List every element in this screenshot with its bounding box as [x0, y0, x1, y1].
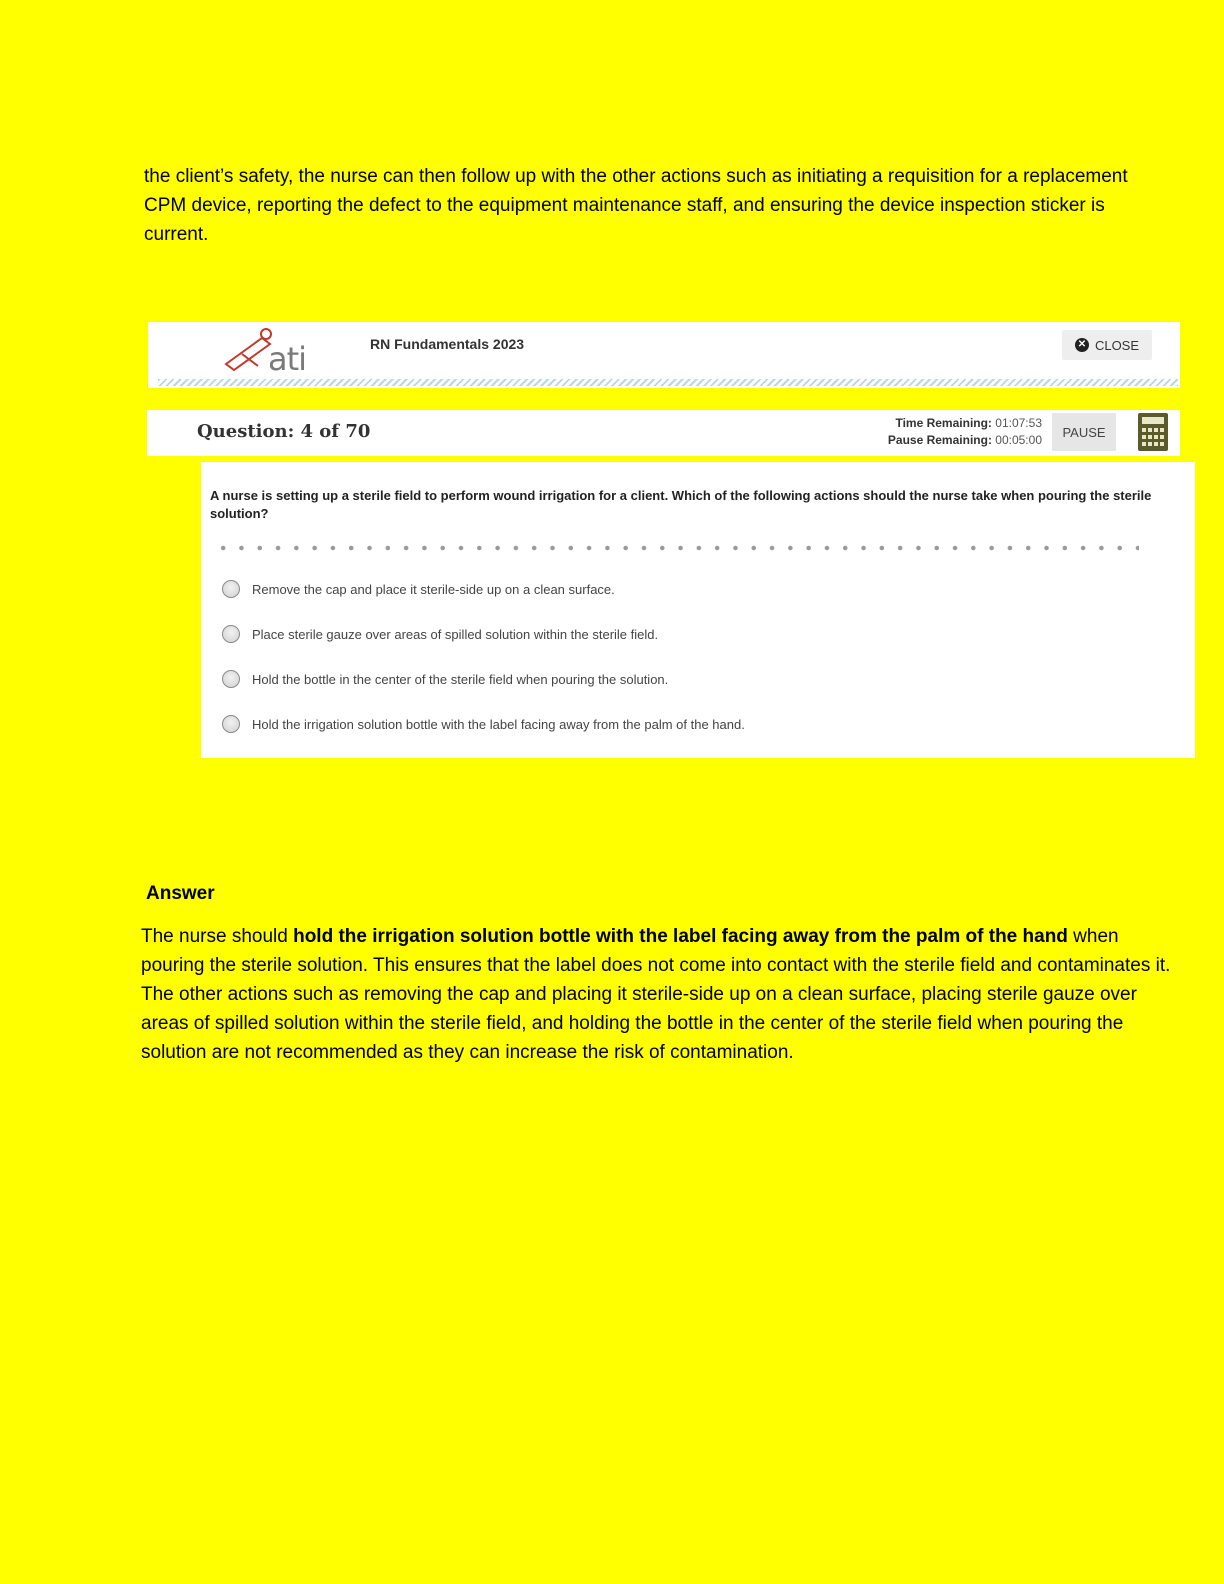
answer-heading: Answer: [146, 883, 215, 904]
pause-remaining-value: 00:05:00: [995, 433, 1042, 447]
dotted-separator: [214, 544, 1139, 552]
close-label: CLOSE: [1094, 337, 1140, 353]
pause-remaining-label: Pause Remaining:: [887, 433, 992, 447]
option-label: Place sterile gauze over areas of spilled solution within the sterile field.: [252, 626, 659, 642]
answer-option-3[interactable]: [222, 667, 668, 691]
question-counter: Question: 4 of 70: [197, 421, 371, 442]
app-title: RN Fundamentals 2023: [370, 336, 525, 352]
answer-lead: The nurse should: [141, 926, 294, 947]
timers: [888, 415, 1042, 449]
header-divider: [158, 379, 1178, 386]
radio-button-icon[interactable]: [222, 580, 240, 598]
answer-paragraph: [141, 922, 1176, 1067]
logo-text: ati: [268, 340, 307, 378]
intro-paragraph: the client’s safety, the nurse can then follow up with the other actions such as initiating a requisition for a replacement CPM device, reporting the defect to the equipment maintenance staff, and ensuring the device inspection sticker is current.: [144, 166, 1128, 245]
question-text: A nurse is setting up a sterile field to perform wound irrigation for a client. Which of the following actions should the nurse take when pouring the sterile solution?: [210, 488, 1152, 521]
calculator-icon[interactable]: [1138, 413, 1168, 451]
option-label: Hold the bottle in the center of the sterile field when pouring the solution.: [252, 671, 669, 687]
answer-highlight: hold the irrigation solution bottle with the label facing away from the palm of the hand: [293, 926, 1068, 947]
exam-header: [148, 322, 1180, 388]
option-label: Remove the cap and place it sterile-side up on a clean surface.: [252, 581, 615, 597]
close-icon: ✕: [1075, 338, 1089, 352]
answer-option-2[interactable]: [222, 622, 658, 646]
pause-button[interactable]: PAUSE: [1052, 413, 1116, 451]
answer-option-1[interactable]: [222, 577, 615, 601]
radio-button-icon[interactable]: [222, 670, 240, 688]
time-remaining-value: 01:07:53: [995, 416, 1042, 430]
answer-rest: when pouring the sterile solution. This ensures that the label does not come into contact with the sterile field and contaminates it. The other actions such as removing the cap and placing it sterile-side up on a clean surface, placing sterile gauze over areas of spilled solution within the sterile field, and holding the bottle in the center of the sterile field when pouring the solution are not recommended as they can increase the risk of contamination.: [141, 926, 1171, 1063]
question-bar: [147, 410, 1180, 456]
time-remaining-label: Time Remaining:: [895, 416, 992, 430]
question-panel: [201, 462, 1195, 758]
close-button[interactable]: [1062, 330, 1152, 360]
radio-button-icon[interactable]: [222, 715, 240, 733]
option-label: Hold the irrigation solution bottle with the label facing away from the palm of the hand.: [252, 716, 745, 732]
radio-button-icon[interactable]: [222, 625, 240, 643]
answer-option-4[interactable]: [222, 712, 745, 736]
